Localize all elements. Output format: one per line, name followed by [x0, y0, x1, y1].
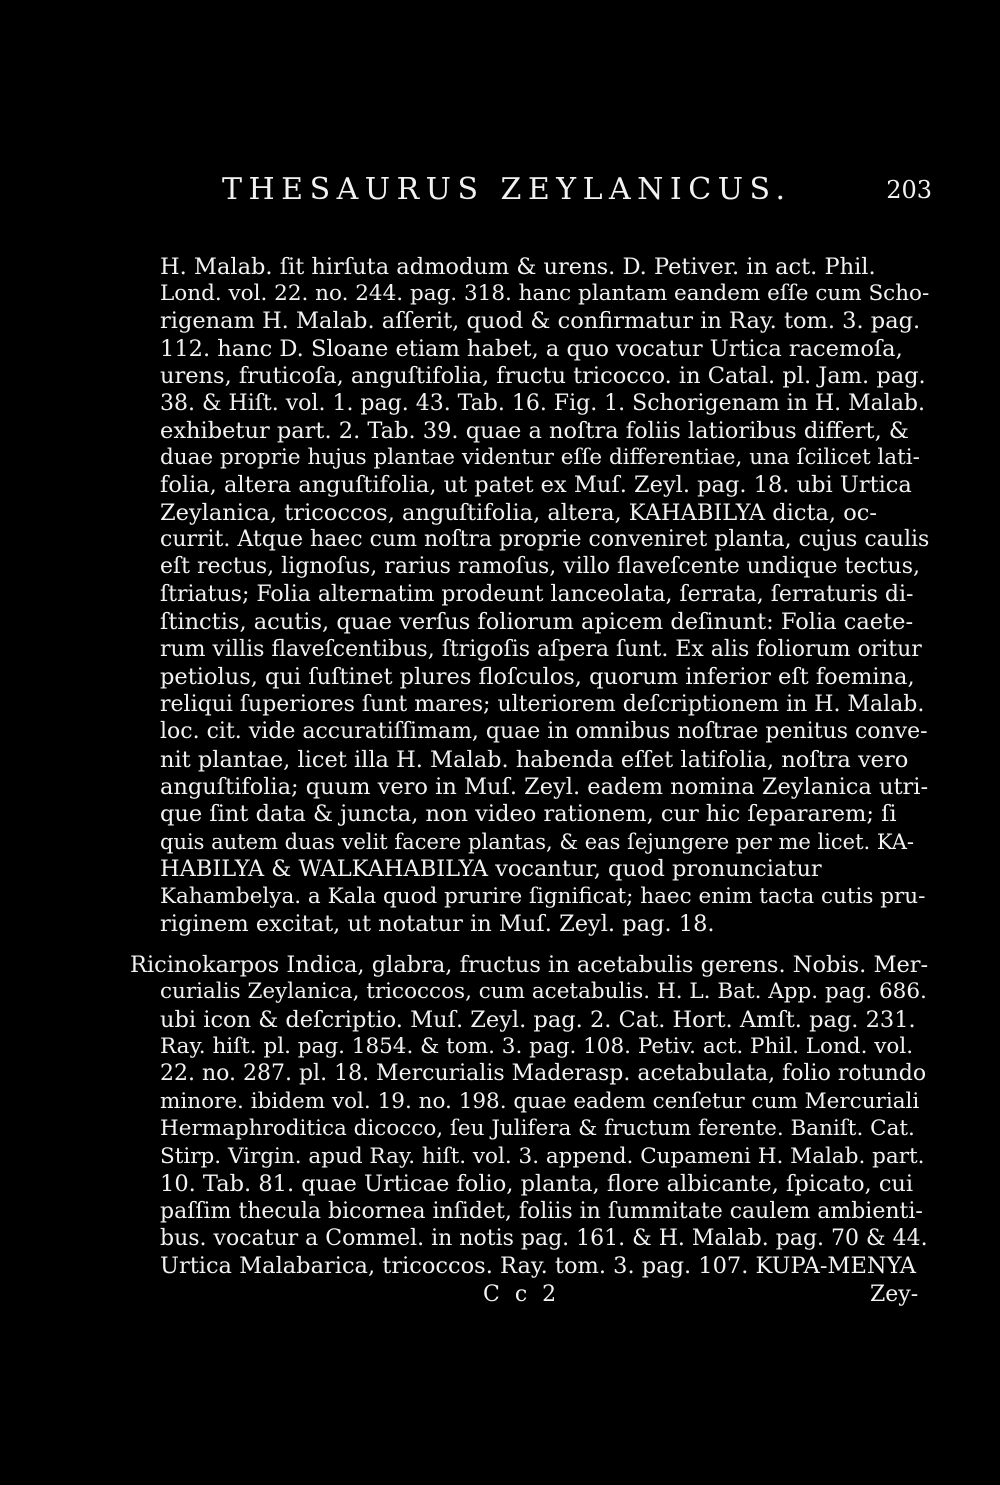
running-head — [222, 172, 932, 218]
signature-mark: C c 2 — [483, 1282, 561, 1307]
text-line: paſſim thecula bicornea inſidet, foliis in ſummitate caulem ambienti- — [160, 1199, 923, 1224]
text-line: rigenam H. Malab. aſſerit, quod & confirmatur in Ray. tom. 3. pag. — [160, 308, 921, 334]
catchword: Zey- — [870, 1282, 919, 1307]
text-line: 10. Tab. 81. quae Urticae folio, planta, flore albicante, ſpicato, cui — [160, 1171, 914, 1197]
text-line: Hermaphroditica dicocco, ſeu Julifera & fructum ferente. Baniſt. Cat. — [160, 1116, 915, 1141]
text-line: riginem excitat, ut notatur in Muſ. Zeyl. pag. 18. — [160, 911, 715, 937]
text-line: currit. Atque haec cum noſtra proprie conveniret planta, cujus caulis — [160, 527, 930, 552]
text-line: ubi icon & deſcriptio. Muſ. Zeyl. pag. 2. Cat. Hort. Amſt. pag. 231. — [160, 1007, 916, 1033]
page-number: 203 — [886, 176, 932, 204]
text-line: ſtinctis, acutis, quae verſus foliorum apicem deſinunt: Folia caete- — [160, 609, 914, 635]
text-line: nit plantae, licet illa H. Malab. habenda eſſet latifolia, noſtra vero — [160, 747, 909, 773]
text-line: Ray. hiſt. pl. pag. 1854. & tom. 3. pag. 108. Petiv. act. Phil. Lond. vol. — [160, 1034, 914, 1059]
text-line: HABILYA & WALKAHABILYA vocantur, quod pronunciatur — [160, 856, 822, 882]
text-line: quis autem duas velit facere plantas, & eas ſejungere per me licet. KA- — [160, 830, 914, 854]
text-line: minore. ibidem vol. 19. no. 198. quae eadem cenſetur cum Mercuriali — [160, 1089, 920, 1114]
text-line: petiolus, qui ſuſtinet plures floſculos, quorum inferior eſt foemina, — [160, 664, 915, 690]
text-line: Urtica Malabarica, tricoccos. Ray. tom. 3. pag. 107. KUPA-MENYA — [160, 1253, 916, 1279]
text-line: exhibetur part. 2. Tab. 39. quae a noſtra foliis latioribus differt, & — [160, 418, 909, 444]
text-line: Kahambelya. a Kala quod prurire ſignificat; haec enim tacta cutis pru- — [160, 884, 926, 909]
running-title: THESAURUS ZEYLANICUS. — [222, 172, 792, 207]
text-line: anguſtifolia; quum vero in Muſ. Zeyl. eadem nomina Zeylanica utri- — [160, 774, 929, 800]
text-line: urens, fruticoſa, anguſtifolia, fructu tricocco. in Catal. pl. Jam. pag. — [160, 363, 926, 389]
text-line: 112. hanc D. Sloane etiam habet, a quo vocatur Urtica racemoſa, — [160, 336, 903, 362]
text-line: duae proprie hujus plantae videntur eſſe differentiae, una ſcilicet lati- — [160, 445, 920, 470]
text-line: que ſint data & juncta, non video rationem, cur hic ſepararem; ſi — [160, 801, 897, 827]
text-line: Ricinokarpos Indica, glabra, fructus in acetabulis gerens. Nobis. Mer- — [130, 952, 929, 978]
text-line: loc. cit. vide accuratiſſimam, quae in omnibus noſtrae penitus conve- — [160, 719, 928, 744]
text-line: ſtriatus; Folia alternatim prodeunt lanceolata, ſerrata, ſerraturis di- — [160, 582, 914, 607]
text-line: rum villis flaveſcentibus, ſtrigoſis aſpera ſunt. Ex alis foliorum oritur — [160, 637, 922, 662]
text-line: folia, altera anguſtifolia, ut patet ex Muſ. Zeyl. pag. 18. ubi Urtica — [160, 472, 912, 498]
text-line: 38. & Hiſt. vol. 1. pag. 43. Tab. 16. Fig. 1. Schorigenam in H. Malab. — [160, 391, 926, 416]
text-line: eſt rectus, lignoſus, rarius ramoſus, villo flaveſcente undique tectus, — [160, 554, 920, 579]
text-line: Stirp. Virgin. apud Ray. hiſt. vol. 3. append. Cupameni H. Malab. part. — [160, 1144, 925, 1169]
text-line: Zeylanica, tricoccos, anguſtifolia, altera, KAHABILYA dicta, oc- — [160, 500, 877, 526]
text-line: curialis Zeylanica, tricoccos, cum acetabulis. H. L. Bat. App. pag. 686. — [160, 979, 927, 1004]
text-line: reliqui ſuperiores ſunt mares; ulteriorem deſcriptionem in H. Malab. — [160, 692, 925, 717]
text-line: H. Malab. ſit hirſuta admodum & urens. D. Petiver. in act. Phil. — [160, 254, 876, 280]
text-line: bus. vocatur a Commel. in notis pag. 161. & H. Malab. pag. 70 & 44. — [160, 1226, 928, 1251]
text-line: 22. no. 287. pl. 18. Mercurialis Maderasp. acetabulata, folio rotundo — [160, 1061, 927, 1086]
text-line: Lond. vol. 22. no. 244. pag. 318. hanc plantam eandem eſſe cum Scho- — [160, 281, 930, 306]
